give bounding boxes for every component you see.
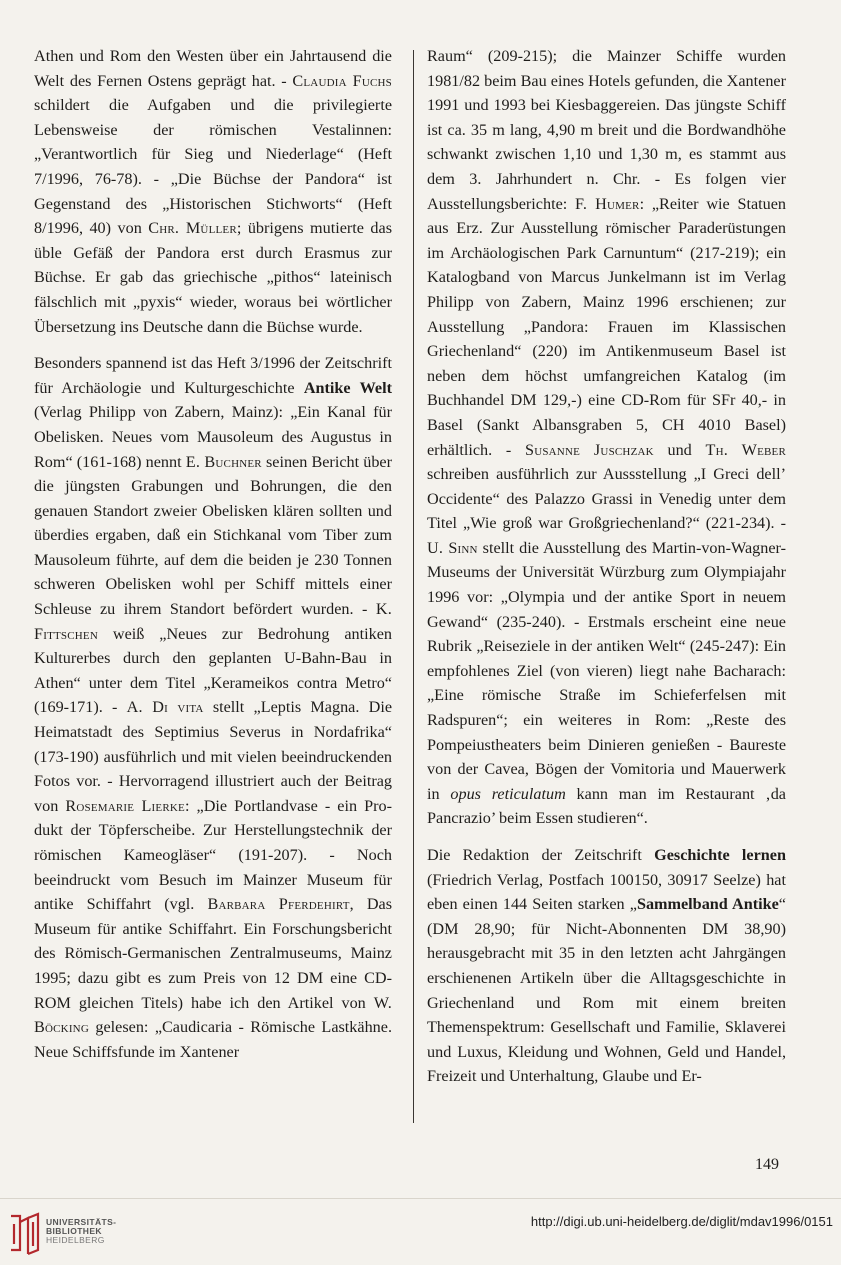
text-run: , Das Museum für antike Schiffahrt. Ein Forschungsbericht des Römisch-Germanischen Zentralmuseums, Mainz 1995; dazu gibt es zum Preis von 12 DM eine CD-ROM gleichen Titels) habe ich den Artikel von <box>34 895 392 1012</box>
text-run: schildert die Aufgaben und die privilegierte Lebensweise der römischen Vestalinnen: „Verantwortlich für Sieg und Niederlage“ (Heft 7/1996, 76-78). - „Die Büchse der Pandora“ ist Gegenstand des „Historischen Stichworts“ (Heft 8/1996, 40) von <box>34 96 392 238</box>
author-name: Th. Weber <box>705 440 786 459</box>
text-run: Athen und Rom den Westen über ein Jahrtausend die Welt des Fernen Ostens geprägt hat. - <box>34 47 392 90</box>
journal-title: Geschichte lernen <box>654 846 786 864</box>
text-run: “ (DM 28,90; für Nicht-Abonnenten DM 38,90) herausgebracht mit 35 in den letzten acht Jahrgängen erschienenen Artikeln über die Alltagsgeschichte in Griechenland und Rom mit einem breiten Themenspektrum: Gesellschaft und Familie, Sklaverei und Luxus, Kleidung und Wohnen, Geld und Handel, Freizeit und Unterhaltung, Glaube und Er- <box>427 895 786 1086</box>
text-run: : „Die Portlandvase - ein Produkt der Töpferscheibe. Zur Herstellungstechnik der römischen Kameogläser“ (191-207). - Noch beeindruckt vom Besuch im Mainzer Museum für antike Schiffahrt (vgl. <box>34 796 393 914</box>
author-name: Susanne Juschzak <box>525 440 654 459</box>
text-run: gelesen: „Caudicaria - Römische Lastkähne. Neue Schiffsfunde im Xantener <box>34 1018 392 1061</box>
author-name: F. Humer <box>575 194 640 213</box>
library-name <box>46 1218 116 1245</box>
journal-title: Antike Welt <box>303 378 392 397</box>
left-paragraph-2 <box>34 351 392 1064</box>
library-name-line: BIBLIOTHEK <box>46 1226 102 1236</box>
text-run: seinen Bericht über die jüngsten Grabungen und Bohrungen, die den genauen Standort zweier Obelisken klären sollten und überdies ergaben, daß ein Stichkanal vom Tiber zum Mausoleum führte, auf dem die beiden je 230 Tonnen schweren Obelisken wohl per Schiff mittels einer Schleuse zu ihrem Standort befördert wurden. - <box>34 452 392 619</box>
text-run: (Friedrich Verlag, Postfach 100150, 30917 Seelze) hat eben einen 144 Seiten starken „ <box>427 870 786 914</box>
text-run: stellt die Ausstellung des Martin-von-Wagner-Museums der Universität Würzburg zum Olympiajahr 1996 vor: „Olympia und der antike Sport in neuem Gewand“ (235-240). - Erstmals erscheint eine neue Rubrik „Reiseziele in der antiken Welt“ (245-247): Ein empfohlenes Ziel (von vieren) liegt nahe Bacharach: „Eine römische Straße im Schieferfelsen mit Radspuren“; ein weiteres in Rom: „Reste des Pompeiustheaters beim Dinieren genießen - Baureste von der Cavea, Bögen der Vomitoria und Mauerwerk in <box>427 538 786 803</box>
text-run: weiß „Neues zur Bedrohung antiken Kulturerbes durch den geplanten U-Bahn-Bau in Athen“ unter dem Titel „Kerameikos contra Metro“ (169-171). - <box>34 624 392 717</box>
left-paragraph-1 <box>34 44 392 339</box>
author-name: K. Fittschen <box>34 600 392 643</box>
text-run: Raum“ (209-215); die Mainzer Schiffe wurden 1981/82 beim Bau eines Hotels gefunden, die Xantener 1991 und 1993 bei Kiesbaggereien. Das jüngste Schiff ist ca. 35 m lang, 4,90 m breit und die Bordwandhöhe schwankt zwischen 1,10 und 1,30 m, es stammt aus dem 3. Jahrhundert n. Chr. - Es folgen vier Ausstellungsberichte: <box>427 47 786 213</box>
author-name: Claudia Fuchs <box>292 71 392 90</box>
digitization-footer <box>0 1198 841 1265</box>
footer-divider <box>0 1198 841 1199</box>
page-number: 149 <box>755 1156 779 1173</box>
library-name-line: HEIDELBERG <box>46 1235 105 1245</box>
library-name-line: UNIVERSITÄTS- <box>46 1217 117 1227</box>
text-run: (Verlag Philipp von Zabern, Mainz): „Ein Kanal für Obelisken. Neues vom Mausoleum des Augustus in Rom“ (161-168) nennt <box>34 403 392 471</box>
left-column <box>34 44 392 1064</box>
book-title: Sammelband Antike <box>636 895 779 914</box>
text-run: ; übrigens mutierte das üble Gefäß der Pandora erst durch Erasmus zur Büchse. Er gab das griechische „pithos“ lateinisch fälschlich mit „pyxis“ wieder, woraus bei wörtlicher Übersetzung ins Deutsche dann die Büchse wurde. <box>34 219 393 336</box>
text-run: stellt „Leptis Magna. Die Heimatstadt des Septimius Severus in Nordafrika“ (173-190) ausführlich und mit vielen beeindruckenden Fotos vor. - Hervorragend illustriert auch der Beitrag von <box>34 698 393 815</box>
right-paragraph-1 <box>427 44 786 831</box>
right-paragraph-2 <box>427 843 786 1089</box>
right-column <box>427 44 786 1089</box>
text-run: Die Redaktion der Zeitschrift <box>427 846 655 864</box>
column-divider <box>413 50 414 1123</box>
text-run: und <box>653 440 706 459</box>
text-run: Besonders spannend ist das Heft 3/1996 der Zeitschrift für Archäologie und Kulturgeschichte <box>34 354 392 397</box>
author-name: A. Di vita <box>126 698 204 717</box>
text-run: schreiben ausführlich zur Aussstellung „I Greci dell’ Occidente“ des Palazzo Grassi in Venedig unter dem Titel „Wie groß war Großgriechenland?“ (221-234). - <box>427 465 786 533</box>
author-name: E. Buchner <box>185 452 262 471</box>
library-logo-icon <box>8 1210 42 1256</box>
text-run: kann man im Restaurant ‚da Pancrazio’ beim Essen studieren“. <box>427 784 786 828</box>
author-name: Chr. Müller <box>148 219 237 238</box>
author-name: Barbara Pferdehirt <box>207 895 350 914</box>
text-run: : „Reiter wie Statuen aus Erz. Zur Ausstellung römischer Paraderüstungen im Archäologischen Park Carnuntum“ (217-219); ein Katalogband von Marcus Junkelmann ist im Verlag Philipp von Zabern, Mainz 1996 erschienen; zur Ausstellung „Pandora: Frauen im Klassischen Griechenland“ (220) im Antikenmuseum Basel ist neben dem höchst umfangreichen Katalog (im Buchhandel DM 129,-) eine CD-Rom für SFr 40,- in Basel (Sankt Albansgraben 5, CH 4010 Basel) erhältlich. - <box>427 194 786 459</box>
latin-term: opus reticulatum <box>450 784 566 803</box>
author-name: W. Böcking <box>34 993 392 1037</box>
source-url-link[interactable]: http://digi.ub.uni-heidelberg.de/diglit/mdav1996/0151 <box>530 1214 833 1229</box>
author-name: U. Sinn <box>427 538 478 557</box>
author-name: Rosemarie Lierke <box>65 796 185 815</box>
